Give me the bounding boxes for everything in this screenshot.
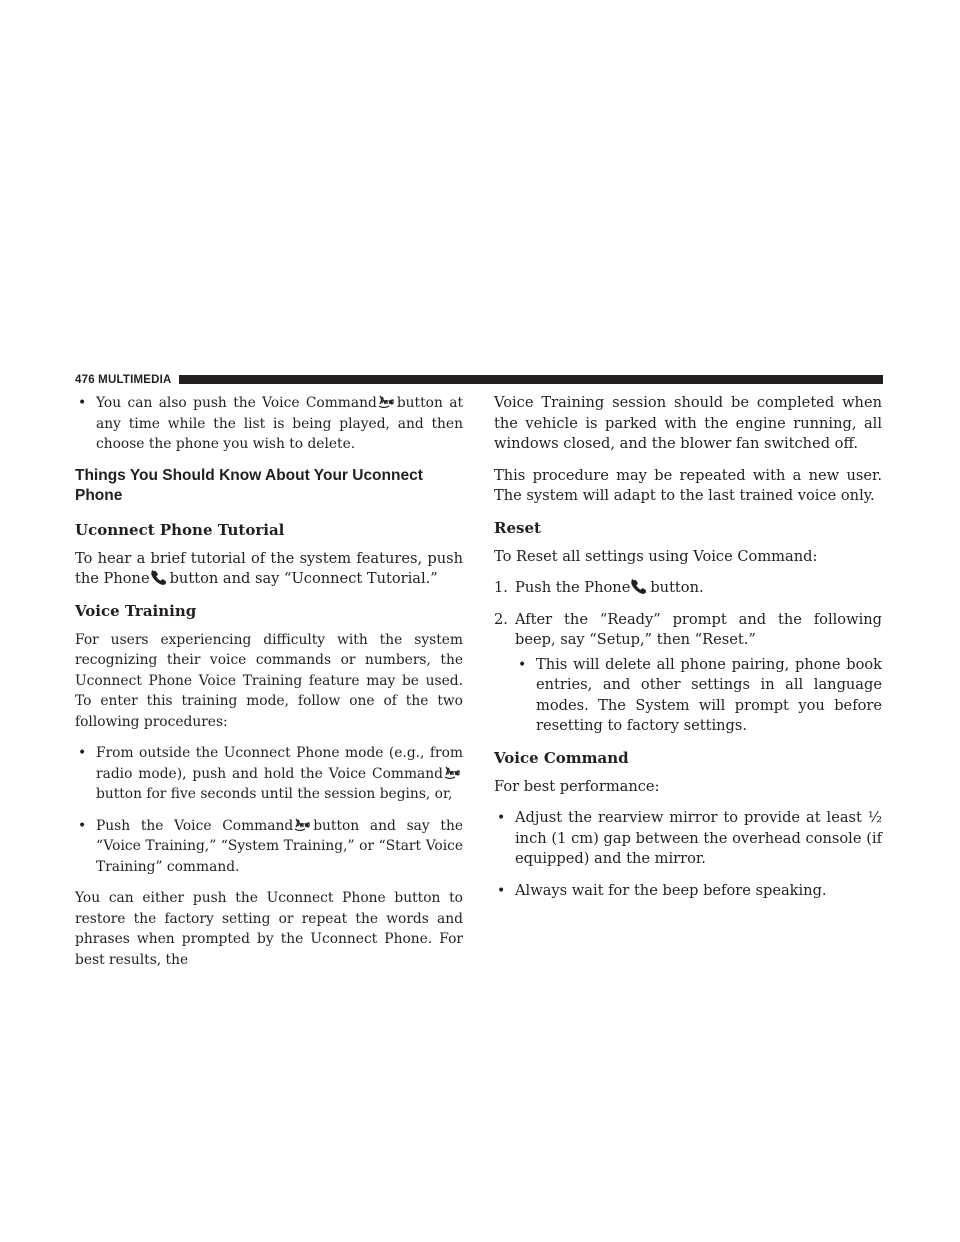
bullet-mark: •	[518, 656, 527, 673]
step-number: 2.	[494, 610, 508, 628]
bullet-wait-beep	[494, 881, 882, 902]
step-number: 1.	[494, 579, 508, 596]
bullet-hold-voice	[75, 743, 463, 805]
bullet-mirror	[494, 808, 882, 870]
text: button for five seconds until the session begins, or,	[96, 786, 453, 802]
subsection-title-voice-command: Voice Command	[494, 748, 629, 767]
voice-command-icon	[378, 395, 396, 409]
reset-step-2-bullet	[515, 655, 882, 737]
right-column	[494, 393, 882, 912]
text: button and say “Uconnect Tutorial.”	[169, 570, 438, 587]
text: Adjust the rearview mirror to provide at least ½ inch (1 cm) gap between the overhead console (if equipped) and the mirror.	[515, 809, 882, 867]
voice-command-icon	[444, 766, 462, 780]
bullet-mark: •	[497, 810, 506, 826]
text: You can also push the Voice Command	[96, 395, 377, 411]
text: button.	[650, 579, 704, 596]
text: Push the Phone	[515, 579, 631, 596]
header-rule	[175, 375, 883, 384]
bullet-delete-phone	[75, 393, 463, 455]
repeat-paragraph: This procedure may be repeated with a new user. The system will adapt to the last trained voice only.	[494, 466, 882, 504]
phone-icon	[631, 579, 649, 594]
bullet-mark: •	[78, 745, 87, 761]
reset-step-1	[494, 578, 882, 599]
voice-command-intro: For best performance:	[494, 777, 660, 795]
text: This will delete all phone pairing, phone book entries, and other settings in all language modes. The System will prompt you before resetting to factory settings.	[536, 655, 882, 734]
subsection-title-reset: Reset	[494, 518, 541, 537]
bullet-mark: •	[78, 817, 87, 834]
text: After the “Ready” prompt and the following beep, say “Setup,” then “Reset.”	[515, 610, 882, 648]
training-paragraph: For users experiencing difficulty with the system recognizing their voice commands or numbers, the Uconnect Phone Voice Training feature may be used. To enter this training mode, follow one of the two following procedures:	[75, 631, 463, 730]
text: From outside the Uconnect Phone mode (e.g., from radio mode), push and hold the Voice Command	[96, 745, 463, 782]
text: To hear a brief tutorial of the system features, push the Phone	[75, 549, 463, 587]
subsection-title-training: Voice Training	[75, 601, 197, 620]
subsection-title-tutorial: Uconnect Phone Tutorial	[75, 520, 285, 539]
phone-icon	[151, 570, 169, 585]
text: Push the Voice Command	[96, 817, 294, 834]
text: Always wait for the beep before speaking.	[515, 881, 827, 899]
restore-paragraph: You can either push the Uconnect Phone button to restore the factory setting or repeat the words and phrases when prompted by the Uconnect Phone. For best results, the	[75, 890, 463, 968]
section-title: Things You Should Know About Your Uconnect Phone	[75, 466, 423, 504]
text: button and say the “Voice Training,” “System Training,” or “Start Voice Training” command.	[96, 817, 463, 875]
bullet-push-voice	[75, 816, 463, 878]
training-continued-paragraph: Voice Training session should be completed when the vehicle is parked with the engine running, all windows closed, and the blower fan switched off.	[494, 394, 882, 452]
page-number-section: 476 MULTIMEDIA	[75, 372, 179, 388]
page-header	[75, 372, 883, 388]
text: button at any time while the list is being played, and then choose the phone you wish to delete.	[96, 395, 463, 452]
reset-step-2	[494, 610, 882, 651]
left-column	[75, 393, 463, 970]
voice-command-icon	[294, 818, 312, 832]
bullet-mark: •	[497, 882, 506, 899]
bullet-mark: •	[78, 395, 87, 411]
reset-intro: To Reset all settings using Voice Command:	[494, 547, 818, 565]
tutorial-paragraph	[75, 549, 463, 590]
